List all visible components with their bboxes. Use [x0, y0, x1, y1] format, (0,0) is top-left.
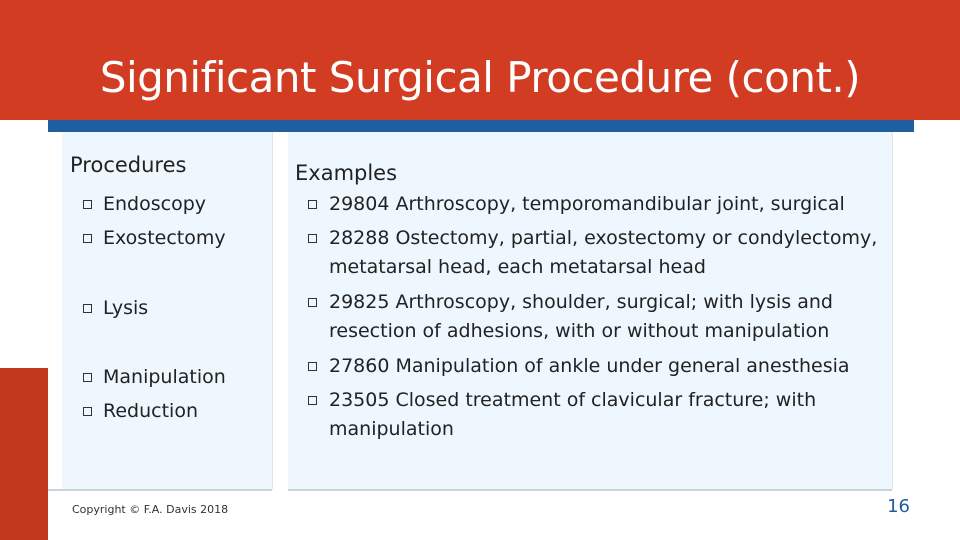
procedures-panel [62, 132, 273, 489]
title-underline-rule [48, 120, 914, 132]
square-bullet-icon [83, 407, 92, 416]
examples-heading: Examples [295, 161, 398, 185]
example-item-line: manipulation [329, 418, 454, 440]
square-bullet-icon [308, 396, 317, 405]
example-item-line: 29825 Arthroscopy, shoulder, surgical; with lysis and [329, 291, 833, 313]
example-item-line: 27860 Manipulation of ankle under general anesthesia [329, 355, 850, 377]
square-bullet-icon [308, 362, 317, 371]
example-item-line: 23505 Closed treatment of clavicular fracture; with [329, 389, 817, 411]
examples-panel-bottom-line [288, 489, 892, 491]
square-bullet-icon [83, 304, 92, 313]
procedure-item: Endoscopy [103, 193, 207, 215]
slide-number: 16 [887, 496, 910, 517]
square-bullet-icon [308, 298, 317, 307]
example-item-line: 28288 Ostectomy, partial, exostectomy or condylectomy, [329, 227, 878, 249]
example-item-line: resection of adhesions, with or without manipulation [329, 320, 830, 342]
procedure-item: Reduction [103, 400, 198, 422]
square-bullet-icon [308, 200, 317, 209]
procedure-item: Lysis [103, 297, 149, 319]
square-bullet-icon [308, 234, 317, 243]
procedures-heading: Procedures [70, 153, 187, 177]
slide-title: Significant Surgical Procedure (cont.) [99, 53, 861, 102]
example-item-line: metatarsal head, each metatarsal head [329, 256, 706, 278]
square-bullet-icon [83, 234, 92, 243]
procedure-item: Manipulation [103, 366, 226, 388]
square-bullet-icon [83, 200, 92, 209]
square-bullet-icon [83, 373, 92, 382]
procedures-panel-bottom-line [48, 489, 272, 491]
example-item-line: 29804 Arthroscopy, temporomandibular joint, surgical [329, 193, 845, 215]
copyright-footer: Copyright © F.A. Davis 2018 [72, 503, 229, 516]
procedure-item: Exostectomy [103, 227, 226, 249]
left-accent-bar [0, 368, 48, 540]
